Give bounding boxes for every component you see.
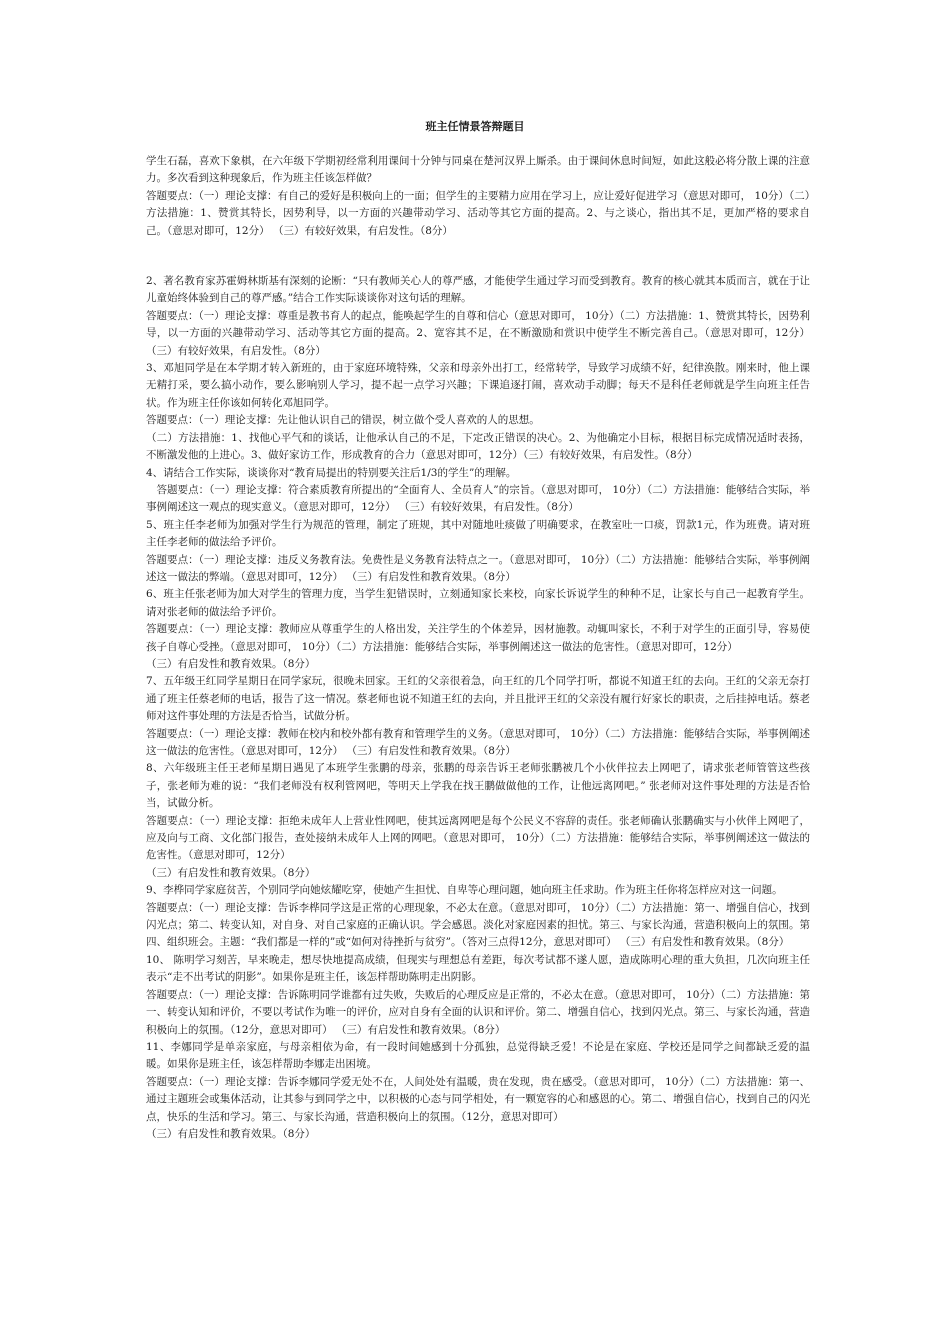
paragraph-spacer xyxy=(146,240,810,273)
paragraph: 3、邓旭同学是在本学期才转入新班的，由于家庭环境特殊，父亲和母亲外出打工，经常转学，导致学习成绩不好，纪律涣散。刚来时，他上课无精打采，要么搞小动作，要么影响别人学习，提不起一点学习兴趣；下课追逐打闹，喜欢动手动脚；每天不是科任老师就是学生向班主任告状。作为班主任你该如何转化邓旭同学。 xyxy=(146,362,810,409)
paragraph: 2、著名教育家苏霍姆林斯基有深刻的论断：“只有教师关心人的尊严感，才能使学生通过学习而受到教育。教育的核心就其本质而言，就在于让儿童始终体验到自己的尊严感。”结合工作实际谈谈你对这句话的理解。 xyxy=(146,275,810,305)
paragraph: 答题要点：（一）理论支撑：告诉李娜同学爱无处不在，人间处处有温暖，贵在发现，贵在感受。（意思对即可， 10分）（二）方法措施：第一、通过主题班会或集体活动，让其参与到同学之中，以积极的心态与同学相处，有一颗宽容的心和感恩的心。第二、增强自信心，找到自己的闪光点，快乐的生活和学习。第三、与家长沟通，营造积极向上的氛围。（12分，意思对即可） xyxy=(146,1075,810,1123)
paragraph: （三）有启发性和教育效果。（8分） xyxy=(146,657,316,670)
document-body xyxy=(146,153,810,1143)
paragraph: （二）方法措施：1、找他心平气和的谈话，让他承认自己的不足，下定改正错误的决心。2、为他确定小目标，根据目标完成情况适时表扬，不断激发他的上进心。3、做好家访工作，形成教育的合力（意思对即可，12分）（三）有较好效果，有启发性。（8分） xyxy=(146,431,810,462)
paragraph: 答题要点：（一）理论支撑：教师应从尊重学生的人格出发，关注学生的个体差异，因材施教。动辄叫家长，不利于对学生的正面引导，容易使孩子自尊心受挫。（意思对即可， 10分）（二）方法措施：能够结合实际，举事例阐述这一做法的危害性。（意思对即可，12分） xyxy=(146,623,810,653)
paragraph: 答题要点：（一）理论支撑：告诉陈明同学谁都有过失败，失败后的心理反应是正常的，不必太在意。（意思对即可， 10分）（二）方法措施：第一、转变认知和评价，不要以考试作为唯一的评价，应对自身有全面的认识和评价。第二、增强自信心，找到闪光点。第三、与家长沟通，营造积极向上的氛围。（12分，意思对即可） （三）有启发性和教育效果。（8分） xyxy=(146,988,810,1036)
paragraph: 11、李娜同学是单亲家庭，与母亲相依为命，有一段时间她感到十分孤独，总觉得缺乏爱！不论是在家庭、学校还是同学之间都缺乏爱的温暖。如果你是班主任，该怎样帮助李娜走出困境。 xyxy=(146,1040,810,1071)
paragraph: 10、 陈明学习刻苦，早来晚走，想尽快地提高成绩，但现实与理想总有差距，每次考试都不遂人愿，造成陈明心理的重大负担，几次向班主任表示“走不出考试的阴影”。如果你是班主任，该怎样帮助陈明走出阴影。 xyxy=(146,953,810,984)
paragraph: 7、五年级王红同学星期日在同学家玩，很晚未回家。王红的父亲很着急，向王红的几个同学打听，都说不知道王红的去向。王红的父亲无奈打通了班主任蔡老师的电话，报告了这一情况。蔡老师也说不知道王红的去向，并且批评王红的父亲没有履行好家长的职责，之后挂掉电话。蔡老师对这件事处理的方法是否恰当，试做分析。 xyxy=(146,675,810,723)
paragraph: 答题要点：（一）理论支撑：尊重是教书育人的起点，能唤起学生的自尊和信心（意思对即可， 10分）（二）方法措施：1、赞赏其特长，因势利导，以一方面的兴趣带动学习、活动等其它方面的提高。2、宽容其不足，在不断激励和赏识中使学生不断完善自己。（意思对即可，12分） （三）有较好效果，有启发性。（8分） xyxy=(146,309,810,357)
paragraph: 答题要点：（一）理论支撑：有自己的爱好是积极向上的一面；但学生的主要精力应用在学习上，应让爱好促进学习（意思对即可， 10分）（二）方法措施：1、赞赏其特长，因势利导，以一方面的兴趣带动学习、活动等其它方面的提高。2、与之谈心，指出其不足，更加严格的要求自己。（意思对即可，12分） （三）有较好效果，有启发性。（8分） xyxy=(146,189,810,237)
paragraph: 答题要点：（一）理论支撑：拒绝未成年人上营业性网吧，使其远离网吧是每个公民义不容辞的责任。张老师确认张鹏确实与小伙伴上网吧了，应及向与工商、文化部门报告，查处接纳未成年人上网的网吧。（意思对即可， 10分）（二）方法措施：能够结合实际，举事例阐述这一做法的危害性。（意思对即可，12分） xyxy=(146,814,810,862)
paragraph: 6、班主任张老师为加大对学生的管理力度，当学生犯错误时，立刻通知家长来校，向家长诉说学生的种种不足，让家长与自己一起教育学生。请对张老师的做法给予评价。 xyxy=(146,588,810,618)
page-title: 班主任情景答辩题目 xyxy=(425,120,525,133)
paragraph: 答题要点：（一）理论支撑：告诉李桦同学这是正常的心理现象，不必太在意。（意思对即可， 10分）（二）方法措施：第一、增强自信心，找到闪光点；第二、转变认知，对自身、对自己家庭的正确认识。学会感恩。淡化对家庭因素的担忧。第三、与家长沟通，营造积极向上的氛围。第四、组织班会。主题：“我们都是一样的”或“如何对待挫折与贫穷”。（答对三点得12分，意思对即可） （三）有启发性和教育效果。（8分） xyxy=(146,901,810,949)
paragraph: 4、请结合工作实际，谈谈你对“教育局提出的特别要关注后1/3的学生”的理解。 xyxy=(146,466,517,479)
paragraph: 学生石磊，喜欢下象棋，在六年级下学期初经常利用课间十分钟与同桌在楚河汉界上厮杀。由于课间休息时间短，如此这般必将分散上课的注意力。多次看到这种现象后，作为班主任该怎样做？ xyxy=(146,155,810,185)
paragraph: 答题要点：（一）理论支撑：符合素质教育所提出的“全面育人、全员育人”的宗旨。（意思对即可， 10分）（二）方法措施：能够结合实际，举事例阐述这一观点的现实意义。（意思对即可，12分） （三）有较好效果，有启发性。（8分） xyxy=(146,483,810,514)
paragraph: 8、六年级班主任王老师星期日遇见了本班学生张鹏的母亲，张鹏的母亲告诉王老师张鹏被几个小伙伴拉去上网吧了，请求张老师管管这些孩子，张老师为难的说：“我们老师没有权利管网吧，等明天上学我在找王鹏做做他的工作，让他远离网吧。” 张老师对这件事处理的方法是否恰当，试做分析。 xyxy=(146,762,810,810)
paragraph: 5、班主任李老师为加强对学生行为规范的管理，制定了班规，其中对随地吐痰做了明确要求，在教室吐一口痰，罚款1元，作为班费。请对班主任李老师的做法给予评价。 xyxy=(146,518,810,549)
paragraph: （三）有启发性和教育效果。（8分） xyxy=(146,1127,316,1140)
paragraph: 答题要点：（一）理论支撑：违反义务教育法。免费性是义务教育法特点之一。（意思对即可， 10分）（二）方法措施：能够结合实际，举事例阐述这一做法的弊端。（意思对即可，12分） （三）有启发性和教育效果。（8分） xyxy=(146,553,810,583)
paragraph: 答题要点：（一）理论支撑：先让他认识自己的错误，树立做个受人喜欢的人的思想。 xyxy=(146,414,540,427)
paragraph: 答题要点：（一）理论支撑：教师在校内和校外都有教育和管理学生的义务。（意思对即可， 10分）（二）方法措施：能够结合实际，举事例阐述这一做法的危害性。（意思对即可，12分） （三）有启发性和教育效果。（8分） xyxy=(146,727,810,757)
paragraph: 9、李桦同学家庭贫苦，个别同学向她炫耀吃穿，使她产生担忧、自卑等心理问题，她向班主任求助。作为班主任你将怎样应对这一问题。 xyxy=(146,884,783,897)
paragraph: （三）有启发性和教育效果。（8分） xyxy=(146,866,316,879)
